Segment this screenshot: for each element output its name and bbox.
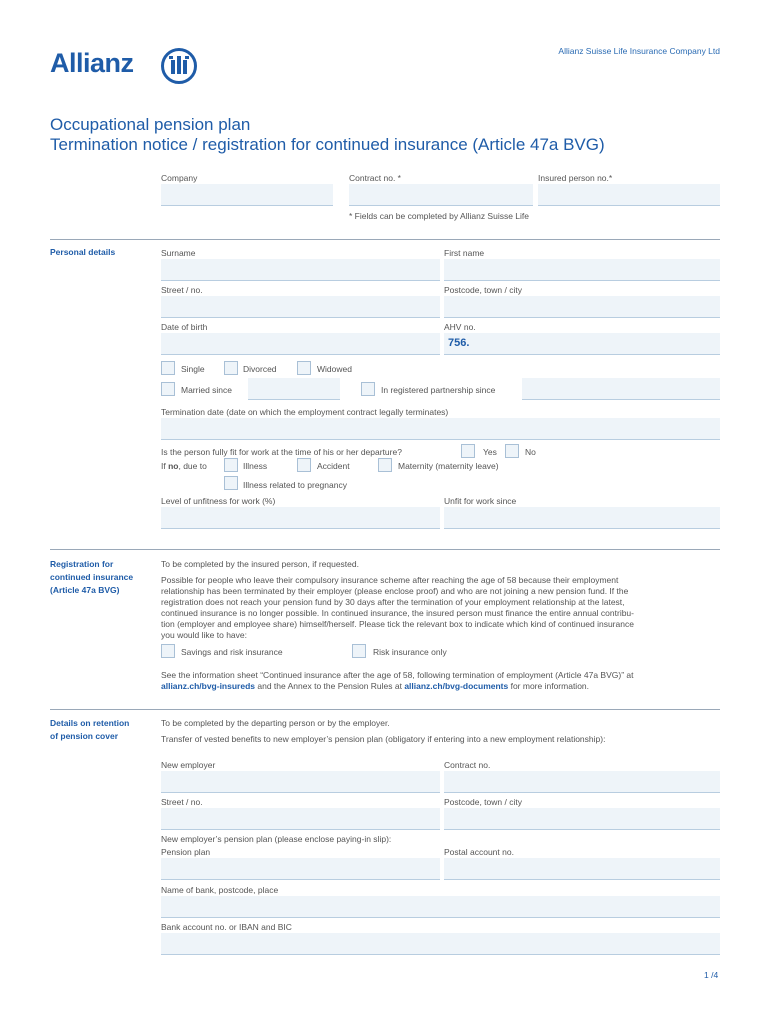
married-checkbox[interactable]: [161, 382, 175, 396]
first-name-field[interactable]: [444, 259, 720, 281]
bank-name-label: Name of bank, postcode, place: [161, 885, 279, 895]
illness-checkbox[interactable]: [224, 458, 238, 472]
insurer-name: Allianz Suisse Life Insurance Company Ltd: [558, 46, 720, 56]
registration-intro: To be completed by the insured person, if requested.: [161, 559, 359, 569]
fit-yes-label: Yes: [483, 447, 497, 457]
contract-no-field[interactable]: [349, 184, 533, 206]
new-contract-no-field[interactable]: [444, 771, 720, 793]
bank-account-field[interactable]: [161, 933, 720, 955]
partnership-since-field[interactable]: [522, 378, 720, 400]
new-street-field[interactable]: [161, 808, 440, 830]
page-title: Occupational pension plan: [50, 115, 251, 134]
unfitness-level-field[interactable]: [161, 507, 440, 529]
new-contract-no-label: Contract no.: [444, 760, 491, 770]
retention-intro: To be completed by the departing person or by the employer.: [161, 718, 390, 728]
termination-date-field[interactable]: [161, 418, 720, 440]
new-street-label: Street / no.: [161, 797, 203, 807]
allianz-logo-icon: [160, 47, 198, 85]
fields-note: * Fields can be completed by Allianz Suisse Life: [349, 211, 530, 221]
maternity-checkbox[interactable]: [378, 458, 392, 472]
savings-risk-checkbox[interactable]: [161, 644, 175, 658]
insured-person-no-label: Insured person no.*: [538, 173, 613, 183]
insured-person-no-field[interactable]: [538, 184, 720, 206]
postcode-field[interactable]: [444, 296, 720, 318]
dob-label: Date of birth: [161, 322, 208, 332]
page-subtitle: Termination notice / registration for continued insurance (Article 47a BVG): [50, 135, 605, 154]
fit-no-label: No: [525, 447, 536, 457]
unfitness-level-label: Level of unfitness for work (%): [161, 496, 276, 506]
postal-account-label: Postal account no.: [444, 847, 514, 857]
company-field[interactable]: [161, 184, 333, 206]
bank-name-field[interactable]: [161, 896, 720, 918]
registration-paragraph: Possible for people who leave their compulsory insurance scheme after reaching the age of 58 because their employment relationship has been terminated by their employer (please enclose proof) and who are not joining a new pension fund. If the registration does not reach your pension fund by 30 days after the termination of your employment relationship at the latest, continued insurance is no longer possible. In continued insurance, the insured person must finance the entire annual contribu- tion (employer and employee share) himself/herself. Please tick the relevant box to indicate which kind of continued insurance you would like to have:: [161, 575, 634, 640]
new-postcode-field[interactable]: [444, 808, 720, 830]
accident-checkbox[interactable]: [297, 458, 311, 472]
personal-details-heading: Personal details: [50, 247, 116, 257]
fit-yes-checkbox[interactable]: [461, 444, 475, 458]
contract-no-label: Contract no. *: [349, 173, 401, 183]
surname-field[interactable]: [161, 259, 440, 281]
pension-plan-note: New employer’s pension plan (please enclose paying-in slip):: [161, 834, 392, 844]
widowed-checkbox[interactable]: [297, 361, 311, 375]
postal-account-field[interactable]: [444, 858, 720, 880]
first-name-label: First name: [444, 248, 485, 258]
street-field[interactable]: [161, 296, 440, 318]
if-no-label: If no, due to: [161, 461, 207, 471]
bank-account-label: Bank account no. or IBAN and BIC: [161, 922, 292, 932]
divorced-checkbox[interactable]: [224, 361, 238, 375]
pregnancy-illness-label: Illness related to pregnancy: [243, 480, 347, 490]
dob-field[interactable]: [161, 333, 440, 355]
divorced-label: Divorced: [243, 364, 277, 374]
married-since-field[interactable]: [248, 378, 340, 400]
ahv-label: AHV no.: [444, 322, 476, 332]
postcode-label: Postcode, town / city: [444, 285, 522, 295]
section-divider: [50, 709, 720, 710]
unfit-since-label: Unfit for work since: [444, 496, 517, 506]
street-label: Street / no.: [161, 285, 203, 295]
page-number: 1 /4: [704, 970, 719, 980]
fit-no-checkbox[interactable]: [505, 444, 519, 458]
single-checkbox[interactable]: [161, 361, 175, 375]
transfer-note: Transfer of vested benefits to new employer’s pension plan (obligatory if entering into a new employment relationship):: [161, 734, 606, 744]
section-divider: [50, 239, 720, 240]
new-employer-label: New employer: [161, 760, 216, 770]
allianz-logo-text: Allianz: [50, 48, 134, 78]
retention-heading: Details on retention of pension cover: [50, 718, 130, 741]
ahv-field[interactable]: [444, 333, 720, 355]
info-sheet-note: See the information sheet “Continued insurance after the age of 58, following termination of employment (Article 47a BVG)” at allianz.ch/bvg-insureds and the Annex to the Pension Rules at allianz.ch/bvg-documents for more information.: [161, 670, 634, 691]
surname-label: Surname: [161, 248, 196, 258]
pregnancy-illness-checkbox[interactable]: [224, 476, 238, 490]
widowed-label: Widowed: [317, 364, 352, 374]
termination-date-label: Termination date (date on which the employment contract legally terminates): [161, 407, 449, 417]
section-divider: [50, 549, 720, 550]
unfit-since-field[interactable]: [444, 507, 720, 529]
savings-risk-label: Savings and risk insurance: [181, 647, 283, 657]
partnership-since-label: In registered partnership since: [381, 385, 496, 395]
risk-only-checkbox[interactable]: [352, 644, 366, 658]
partnership-checkbox[interactable]: [361, 382, 375, 396]
married-since-label: Married since: [181, 385, 233, 395]
accident-label: Accident: [317, 461, 350, 471]
registration-heading: Registration for continued insurance (Article 47a BVG): [50, 559, 134, 595]
risk-only-label: Risk insurance only: [373, 647, 447, 657]
pension-plan-field[interactable]: [161, 858, 440, 880]
illness-label: Illness: [243, 461, 268, 471]
pension-plan-label: Pension plan: [161, 847, 211, 857]
new-postcode-label: Postcode, town / city: [444, 797, 522, 807]
new-employer-field[interactable]: [161, 771, 440, 793]
bvg-documents-link[interactable]: allianz.ch/bvg-documents: [404, 681, 509, 691]
ahv-prefix: 756.: [448, 337, 470, 349]
single-label: Single: [181, 364, 205, 374]
bvg-insureds-link[interactable]: allianz.ch/bvg-insureds: [161, 681, 255, 691]
fit-question-label: Is the person fully fit for work at the time of his or her departure?: [161, 447, 402, 457]
company-label: Company: [161, 173, 198, 183]
maternity-label: Maternity (maternity leave): [398, 461, 499, 471]
